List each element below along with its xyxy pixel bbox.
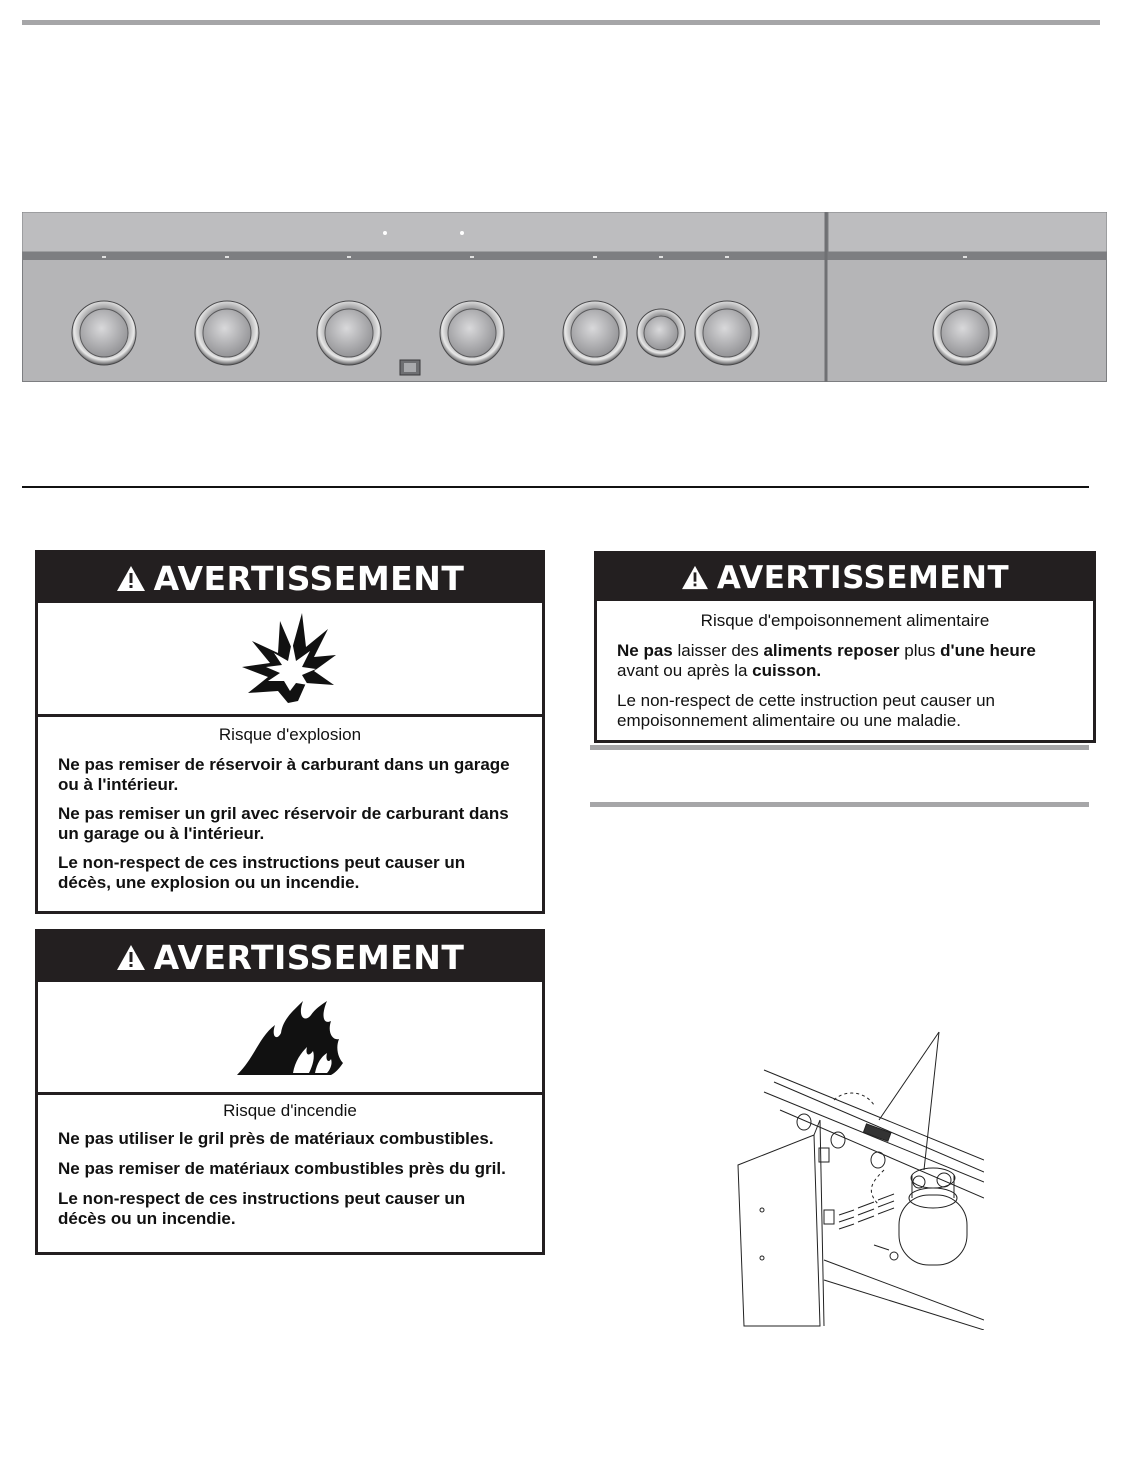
- signal-word: AVERTISSEMENT: [716, 559, 1010, 596]
- warning-line-2: Ne pas remiser un gril avec réservoir de carburant dans un garage ou à l'intérieur.: [58, 804, 509, 843]
- knob-1: [72, 301, 136, 365]
- warning-header: [597, 554, 1093, 601]
- warning-line-2: Ne pas remiser de matériaux combustibles près du gril.: [58, 1159, 506, 1178]
- knob-small: [637, 309, 685, 357]
- section-rule: [22, 486, 1089, 488]
- warning-triangle-icon: [116, 944, 146, 971]
- top-rule: [22, 20, 1100, 25]
- fire-icon: [235, 997, 345, 1077]
- hazard-title: Risque d'empoisonnement alimentaire: [700, 611, 990, 630]
- warning-line-1: Ne pas remiser de réservoir à carburant dans un garage ou à l'intérieur.: [58, 755, 510, 794]
- knob-4: [440, 301, 504, 365]
- warning-explosion: [35, 550, 545, 914]
- pictogram-box: [38, 982, 542, 1095]
- explosion-icon: [240, 611, 340, 706]
- warning-line-3: Le non-respect de ces instructions peut causer un décès ou un incendie.: [58, 1189, 466, 1228]
- warning-header: [38, 553, 542, 603]
- knob-side: [933, 301, 997, 365]
- knob-5: [563, 301, 627, 365]
- right-rule-1: [590, 745, 1089, 750]
- signal-word: AVERTISSEMENT: [153, 937, 465, 977]
- signal-word: AVERTISSEMENT: [153, 558, 465, 598]
- knob-6: [695, 301, 759, 365]
- knob-3: [317, 301, 381, 365]
- warning-food-poisoning: [594, 551, 1096, 743]
- ignition-button: [400, 360, 420, 375]
- propane-tank-diagram: [734, 1030, 984, 1330]
- warning-line-1b: avant ou après la cuisson.: [617, 661, 822, 680]
- warning-header: [38, 932, 542, 982]
- hazard-title: Risque d'explosion: [218, 725, 362, 744]
- warning-line-3: Le non-respect de ces instructions peut causer un décès, une explosion ou un incendie.: [58, 853, 466, 892]
- knob-2: [195, 301, 259, 365]
- warning-fire: [35, 929, 545, 1255]
- warning-triangle-icon: [681, 565, 709, 590]
- right-rule-2: [590, 802, 1089, 807]
- hazard-title: Risque d'incendie: [223, 1101, 357, 1120]
- warning-line-1: Ne pas utiliser le gril près de matériaux combustibles.: [58, 1129, 494, 1148]
- grill-control-panel: [22, 212, 1107, 382]
- warning-triangle-icon: [116, 565, 146, 592]
- warning-line-2b: empoisonnement alimentaire ou une maladie.: [617, 711, 961, 730]
- pictogram-box: [38, 603, 542, 717]
- warning-line-2: Le non-respect de cette instruction peut causer un: [617, 691, 996, 710]
- warning-line-1: Ne pas laisser des aliments reposer plus d'une heure: [617, 641, 1036, 660]
